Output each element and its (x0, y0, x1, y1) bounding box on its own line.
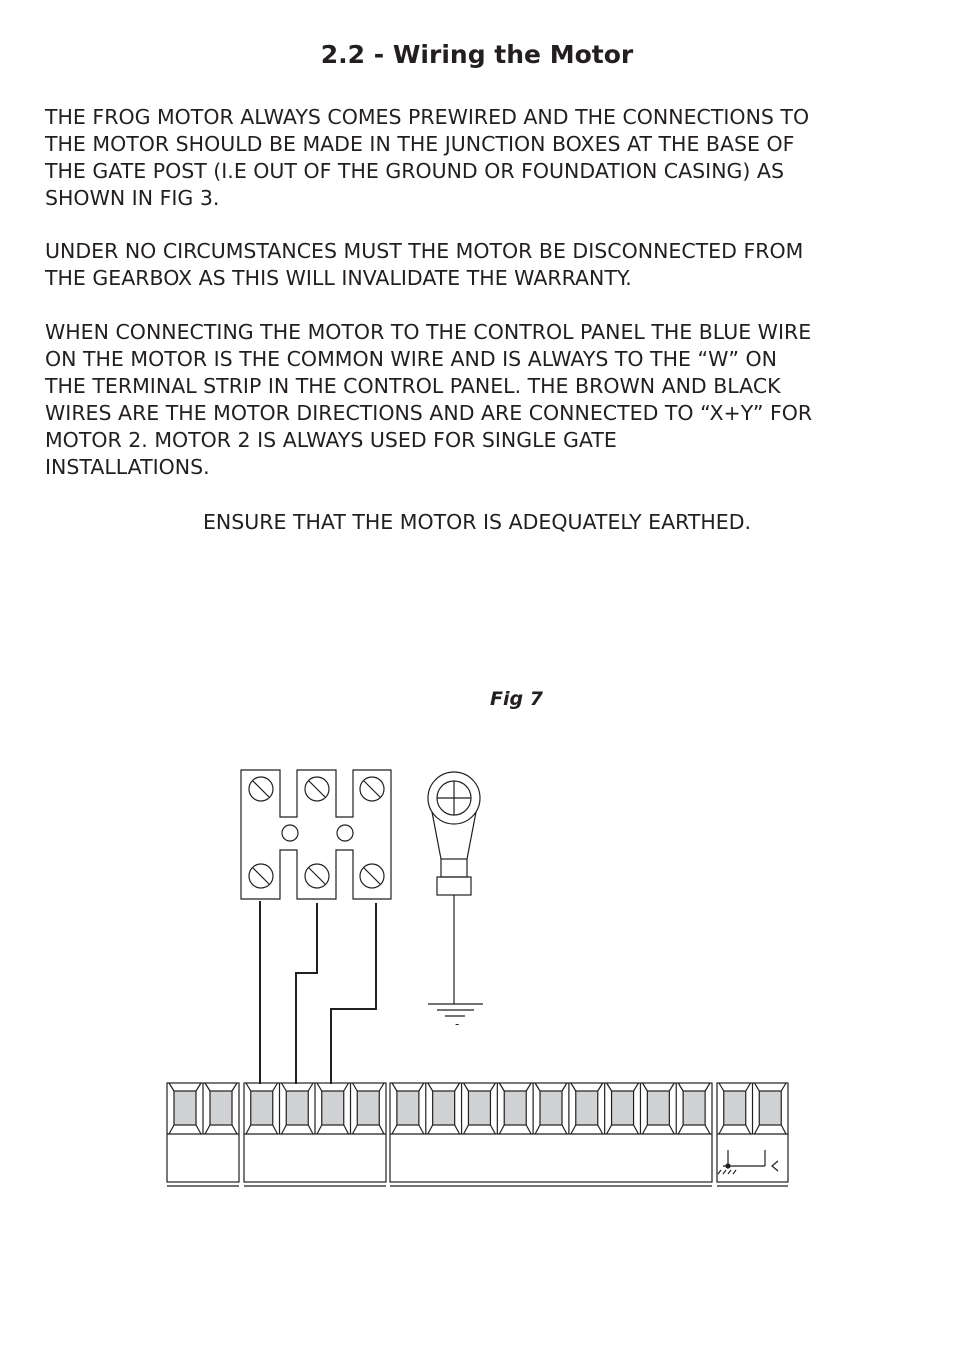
terminal-slot-bevel (205, 1083, 210, 1091)
terminal-slot-icon (174, 1091, 196, 1125)
terminal-slot-icon (433, 1091, 455, 1125)
terminal-slot-icon (540, 1091, 562, 1125)
terminal-slot-bevel (344, 1083, 349, 1091)
terminal-slot-bevel (499, 1125, 504, 1134)
text-line: INSTALLATIONS. (45, 455, 210, 479)
figure-label: Fig 7 (490, 688, 543, 710)
terminal-slot-icon (286, 1091, 308, 1125)
text-line: THE MOTOR SHOULD BE MADE IN THE JUNCTION BOXES AT THE BASE OF (45, 132, 795, 156)
terminal-slot-bevel (562, 1083, 567, 1091)
terminal-slot-bevel (232, 1125, 237, 1134)
terminal-slot-bevel (353, 1125, 358, 1134)
ground-mark: - (455, 1017, 460, 1031)
terminal-slot-icon (357, 1091, 379, 1125)
terminal-slot-bevel (308, 1125, 313, 1134)
terminal-slot-bevel (196, 1125, 201, 1134)
terminal-slot-bevel (317, 1125, 322, 1134)
limit-switch-symbol-icon (718, 1150, 778, 1174)
text-line: WHEN CONNECTING THE MOTOR TO THE CONTROL PANEL THE BLUE WIRE (45, 320, 812, 344)
text-line: UNDER NO CIRCUMSTANCES MUST THE MOTOR BE DISCONNECTED FROM (45, 239, 804, 263)
terminal-screw-icon (305, 864, 329, 888)
terminal-slot-bevel (535, 1083, 540, 1091)
terminal-slot-bevel (205, 1125, 210, 1134)
terminal-slot-bevel (419, 1083, 424, 1091)
terminal-slot-bevel (317, 1083, 322, 1091)
wire-direction-2 (331, 903, 376, 1084)
terminal-slot-bevel (490, 1083, 495, 1091)
terminal-slot-bevel (419, 1125, 424, 1134)
terminal-slot-bevel (246, 1125, 251, 1134)
terminal-slot-bevel (607, 1125, 612, 1134)
terminal-slot-icon (504, 1091, 526, 1125)
text-line: THE GATE POST (I.E OUT OF THE GROUND OR FOUNDATION CASING) AS (45, 159, 784, 183)
terminal-slot-bevel (246, 1083, 251, 1091)
terminal-slot-bevel (746, 1083, 751, 1091)
terminal-slot-bevel (392, 1083, 397, 1091)
terminal-slot-bevel (490, 1125, 495, 1134)
terminal-slot-icon (759, 1091, 781, 1125)
terminal-slot-bevel (746, 1125, 751, 1134)
terminal-slot-bevel (571, 1125, 576, 1134)
terminal-slot-bevel (169, 1083, 174, 1091)
terminal-slot-bevel (464, 1083, 469, 1091)
terminal-slot-bevel (669, 1083, 674, 1091)
terminal-slot-bevel (562, 1125, 567, 1134)
terminal-screw-icon (249, 777, 273, 801)
terminal-slot-bevel (634, 1125, 639, 1134)
text-line: THE GEARBOX AS THIS WILL INVALIDATE THE WARRANTY. (45, 266, 632, 290)
terminal-slot-bevel (755, 1125, 760, 1134)
terminal-screw-icon (249, 864, 273, 888)
earth-ring-terminal (428, 772, 480, 1004)
terminal-slot-bevel (428, 1125, 433, 1134)
terminal-screw-icon (360, 864, 384, 888)
motor-junction-block (241, 770, 391, 899)
terminal-slot-bevel (755, 1083, 760, 1091)
terminal-slot-icon (251, 1091, 273, 1125)
ground-symbol-icon (428, 1004, 483, 1016)
terminal-slot-bevel (607, 1083, 612, 1091)
mounting-hole-icon (337, 825, 353, 841)
terminal-slot-bevel (526, 1083, 531, 1091)
terminal-slot-bevel (669, 1125, 674, 1134)
control-panel-terminal-strip (167, 1083, 788, 1186)
terminal-slot-icon (647, 1091, 669, 1125)
motor-wires (260, 901, 376, 1084)
terminal-slot-bevel (719, 1125, 724, 1134)
terminal-slot-bevel (282, 1083, 287, 1091)
terminal-slot-bevel (598, 1125, 603, 1134)
terminal-slot-bevel (392, 1125, 397, 1134)
terminal-slot-bevel (379, 1083, 384, 1091)
mounting-hole-icon (282, 825, 298, 841)
terminal-slot-bevel (353, 1083, 358, 1091)
text-line: THE FROG MOTOR ALWAYS COMES PREWIRED AND THE CONNECTIONS TO (45, 105, 810, 129)
text-line: ON THE MOTOR IS THE COMMON WIRE AND IS ALWAYS TO THE “W” ON (45, 347, 777, 371)
terminal-slot-bevel (196, 1083, 201, 1091)
terminal-slot-bevel (598, 1083, 603, 1091)
terminal-slot-bevel (344, 1125, 349, 1134)
terminal-slot-bevel (571, 1083, 576, 1091)
terminal-slot-bevel (273, 1125, 278, 1134)
text-line: SHOWN IN FIG 3. (45, 186, 220, 210)
page-title: 2.2 - Wiring the Motor (320, 40, 634, 69)
terminal-slot-bevel (455, 1083, 460, 1091)
terminal-slot-bevel (379, 1125, 384, 1134)
earth-note: ENSURE THAT THE MOTOR IS ADEQUATELY EARTHED. (202, 510, 752, 534)
terminal-slot-bevel (282, 1125, 287, 1134)
terminal-slot-icon (683, 1091, 705, 1125)
terminal-slot-bevel (232, 1083, 237, 1091)
terminal-slot-bevel (273, 1083, 278, 1091)
terminal-slot-bevel (678, 1125, 683, 1134)
terminal-slot-icon (468, 1091, 490, 1125)
terminal-screw-icon (305, 777, 329, 801)
terminal-slot-icon (576, 1091, 598, 1125)
text-line: THE TERMINAL STRIP IN THE CONTROL PANEL. THE BROWN AND BLACK (45, 374, 781, 398)
terminal-slot-bevel (535, 1125, 540, 1134)
terminal-slot-icon (322, 1091, 344, 1125)
terminal-slot-icon (612, 1091, 634, 1125)
text-line: WIRES ARE THE MOTOR DIRECTIONS AND ARE CONNECTED TO “X+Y” FOR (45, 401, 813, 425)
terminal-slot-bevel (455, 1125, 460, 1134)
terminal-slot-bevel (169, 1125, 174, 1134)
terminal-slot-bevel (719, 1083, 724, 1091)
terminal-slot-bevel (781, 1125, 786, 1134)
terminal-slot-bevel (705, 1083, 710, 1091)
terminal-slot-bevel (705, 1125, 710, 1134)
terminal-slot-bevel (499, 1083, 504, 1091)
terminal-slot-bevel (428, 1083, 433, 1091)
terminal-slot-bevel (526, 1125, 531, 1134)
text-line: MOTOR 2. MOTOR 2 IS ALWAYS USED FOR SINGLE GATE (45, 428, 617, 452)
terminal-slot-bevel (634, 1083, 639, 1091)
terminal-slot-bevel (678, 1083, 683, 1091)
terminal-slot-bevel (642, 1125, 647, 1134)
terminal-slot-icon (724, 1091, 746, 1125)
terminal-slot-icon (210, 1091, 232, 1125)
terminal-slot-bevel (642, 1083, 647, 1091)
terminal-slot-icon (397, 1091, 419, 1125)
terminal-slot-bevel (781, 1083, 786, 1091)
wire-direction-1 (296, 903, 317, 1084)
terminal-slot-bevel (464, 1125, 469, 1134)
terminal-screw-icon (360, 777, 384, 801)
terminal-slot-bevel (308, 1083, 313, 1091)
